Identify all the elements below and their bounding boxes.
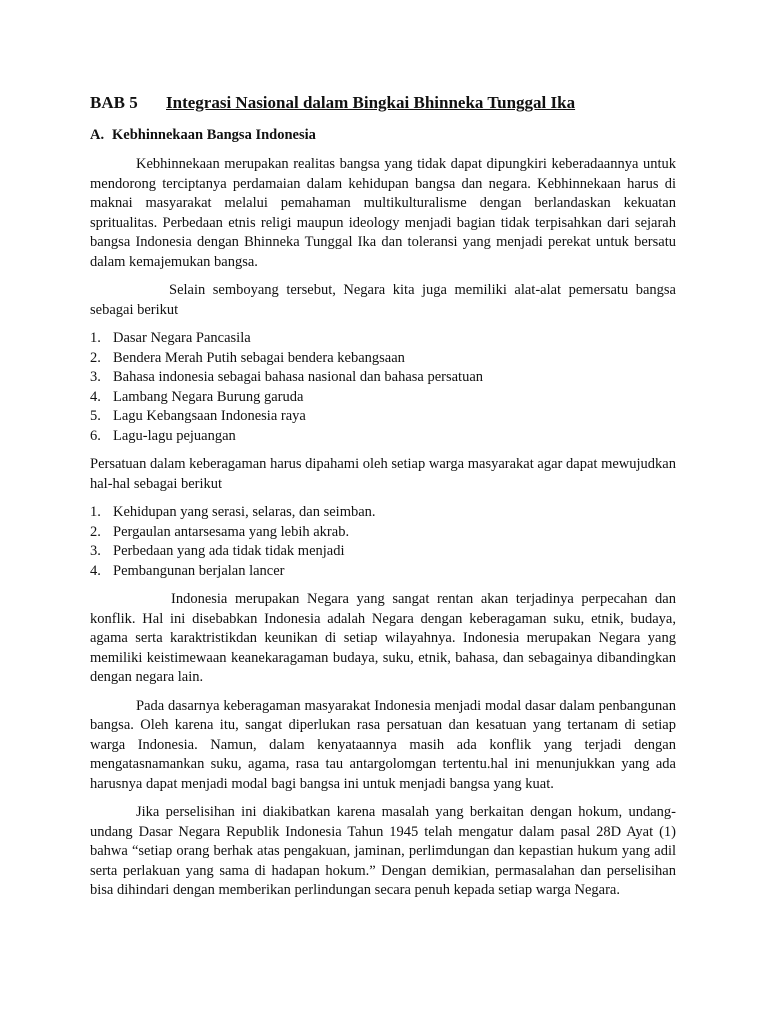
paragraph-rentan-perpecahan: Indonesia merupakan Negara yang sangat rentan akan terjadinya perpecahan dan konflik. Hal ini disebabkan Indonesia adalah Negara dengan keberagaman suku, etnik, budaya, agama serta karaktristikdan keunikan di setiap wilayahnya. Indonesia merupakan Negara yang memiliki keistimewaan keanekaragaman budaya, suku, etnik, bahasa, dan sebagainya dibandingkan dengan negara lain. bbox=[90, 591, 676, 685]
list-item bbox=[90, 368, 676, 388]
section-letter: A. bbox=[90, 127, 105, 143]
list-item-number: 6. bbox=[90, 427, 101, 444]
list-item-number: 3. bbox=[90, 369, 101, 385]
list-item bbox=[90, 523, 676, 543]
list-item-text: Lambang Negara Burung garuda bbox=[113, 388, 304, 405]
list-item-number: 4. bbox=[90, 388, 101, 405]
list-item-text: Bahasa indonesia sebagai bahasa nasional dan bahasa persatuan bbox=[113, 369, 484, 385]
paragraph-persatuan-intro: Persatuan dalam keberagaman harus dipahami oleh setiap warga masyarakat agar dapat mewujudkan hal-hal sebagai berikut bbox=[90, 456, 676, 492]
list-item-number: 3. bbox=[90, 543, 101, 559]
list-item bbox=[90, 329, 676, 349]
paragraph-alat-pemersatu-intro: Selain semboyang tersebut, Negara kita juga memiliki alat-alat pemersatu bangsa sebagai berikut bbox=[90, 282, 676, 318]
list-item-text: Pergaulan antarsesama yang lebih akrab. bbox=[113, 523, 350, 540]
chapter-heading bbox=[90, 92, 676, 114]
list-persatuan bbox=[90, 503, 676, 581]
list-item bbox=[90, 427, 676, 447]
list-item-number: 5. bbox=[90, 408, 101, 424]
section-heading bbox=[90, 125, 676, 145]
list-item-text: Pembangunan berjalan lancer bbox=[113, 562, 285, 579]
chapter-number: BAB 5 bbox=[90, 93, 138, 112]
list-item bbox=[90, 542, 676, 562]
list-item bbox=[90, 407, 676, 427]
chapter-title: Integrasi Nasional dalam Bingkai Bhinneka Tunggal Ika bbox=[166, 93, 576, 112]
paragraph-modal-dasar: Pada dasarnya keberagaman masyarakat Indonesia menjadi modal dasar dalam penbangunan bangsa. Oleh karena itu, sangat diperlukan rasa persatuan dan kesatuan yang tertanam di setiap warga Indonesia. Namun, dalam kenyataannya masih ada konflik yang terjadi dengan mengatasnamankan suku, agama, rasa tau antargolomgan tertentu.hal ini menunjukkan yang ada harusnya dapat menjadi modal bagi bangsa ini untuk menjadi bangsa yang kuat. bbox=[90, 697, 676, 792]
list-item bbox=[90, 562, 676, 582]
list-item-number: 1. bbox=[90, 504, 101, 520]
list-item bbox=[90, 349, 676, 369]
section-title: Kebhinnekaan Bangsa Indonesia bbox=[112, 127, 316, 143]
document-page bbox=[90, 92, 676, 910]
list-item-text: Perbedaan yang ada tidak tidak menjadi bbox=[113, 543, 345, 559]
paragraph-perselisihan-hukum: Jika perselisihan ini diakibatkan karena masalah yang berkaitan dengan hokum, undang-undang Dasar Negara Republik Indonesia Tahun 1945 telah mengatur dalam pasal 28D Ayat (1) bahwa “setiap orang berhak atas pengakuan, jaminan, perlimdungan dan kepastian hukum yang adil serta perlakuan yang sama di hadapan hokum.” Dengan demikian, permasalahan dan perselisihan bisa dihindari dengan memberikan perlindungan secara penuh kepada setiap warga Negara. bbox=[90, 804, 676, 898]
list-item-text: Kehidupan yang serasi, selaras, dan seimban. bbox=[113, 504, 376, 520]
paragraph-kebhinnekaan: Kebhinnekaan merupakan realitas bangsa yang tidak dapat dipungkiri keberadaannya untuk mendorong terciptanya perdamaian dalam kehidupan bangsa dan negara. Kebhinnekaan harus di maknai masyarakat melalui pemahaman multikulturalisme dengan berlandaskan kekuatan spritualitas. Perbedaan etnis religi maupun ideology menjadi bagian tidak terpisahkan dari sejarah bangsa Indonesia dengan Bhinneka Tunggal Ika dan toleransi yang menjadi perekat untuk bersatu dalam kemajemukan bangsa. bbox=[90, 156, 676, 270]
list-item-text: Bendera Merah Putih sebagai bendera kebangsaan bbox=[113, 349, 405, 366]
list-item bbox=[90, 388, 676, 408]
list-item-number: 2. bbox=[90, 349, 101, 366]
list-item-number: 2. bbox=[90, 523, 101, 540]
list-item-number: 1. bbox=[90, 330, 101, 346]
list-alat-pemersatu bbox=[90, 329, 676, 446]
list-item-text: Lagu-lagu pejuangan bbox=[113, 427, 236, 444]
list-item bbox=[90, 503, 676, 523]
list-item-text: Lagu Kebangsaan Indonesia raya bbox=[113, 408, 306, 424]
list-item-text: Dasar Negara Pancasila bbox=[113, 330, 251, 346]
list-item-number: 4. bbox=[90, 562, 101, 579]
